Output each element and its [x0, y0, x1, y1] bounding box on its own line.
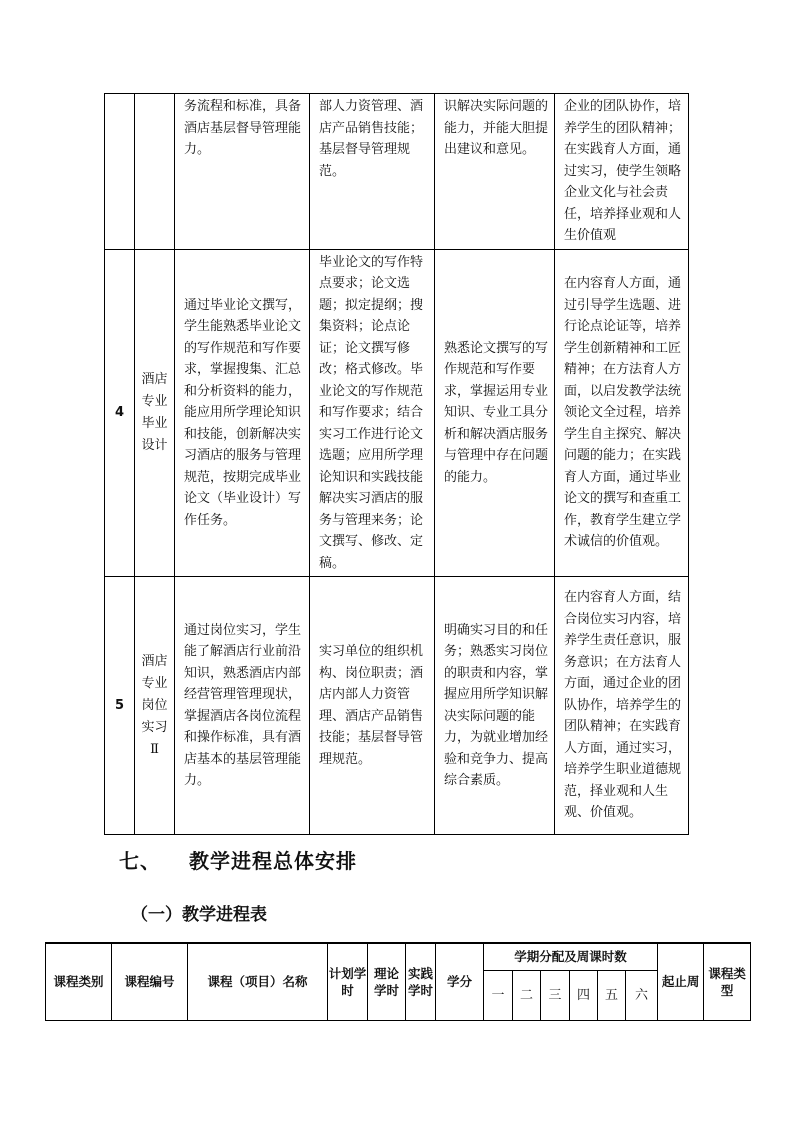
course-requirement: 识解决实际问题的能力，并能大胆提出建议和意见。 — [444, 99, 549, 157]
header-semester-6: 六 — [626, 970, 658, 1020]
table-row — [105, 249, 689, 577]
course-name: 酒店专业岗位实习Ⅱ — [141, 653, 168, 757]
header-course-category: 课程类别 — [46, 943, 112, 1020]
row-number — [105, 94, 135, 250]
header-theory-hours: 理论学时 — [368, 943, 406, 1020]
header-course-type: 课程类型 — [704, 943, 751, 1020]
section-title: 教学进程总体安排 — [189, 849, 357, 873]
table-row — [105, 94, 689, 250]
course-ideology: 在内容育人方面，通过引导学生选题、进行论点论证等，培养学生创新精神和工匠精神；在方法育人方面，以启发教学法统领论文全过程，培养学生自主探究、解决问题的能力；在实践育人方面，通过毕业论文的撰写和查重工作，教育学生建立学术诚信的价值观。 — [564, 276, 682, 549]
table-row — [105, 577, 689, 835]
course-content: 毕业论文的写作特点要求；论文选题；拟定提纲；搜集资料；论点论证；论文撰写修改；格式修改。毕业论文的写作规范和写作要求；结合实习工作进行论文选题；应用所学理论知识和实践技能解决实习酒店的服务与管理来务；论文撰写、修改、定稿。 — [319, 254, 424, 571]
header-semester-4: 四 — [570, 970, 598, 1020]
header-semester-5: 五 — [598, 970, 626, 1020]
course-requirement: 明确实习目的和任务；熟悉实习岗位的职责和内容，掌握应用所学知识解决实际问题的能力，为就业增加经验和竞争力、提高综合素质。 — [444, 622, 549, 788]
course-name: 酒店专业毕业设计 — [141, 371, 168, 453]
course-ideology: 在内容育人方面，结合岗位实习内容，培养学生责任意识，服务意识；在方法育人方面，通过企业的团队协作，培养学生的团队精神；在实践育人方面，通过实习，培养学生职业道德规范，择业观和人生观、价值观。 — [564, 590, 682, 821]
row-number: 4 — [105, 249, 135, 577]
header-planned-hours: 计划学时 — [328, 943, 368, 1020]
course-name — [135, 94, 175, 250]
header-course-name: 课程（项目）名称 — [188, 943, 328, 1020]
course-content: 实习单位的组织机构、岗位职责；酒店内部人力资管理、酒店产品销售技能；基层督导管理规范。 — [319, 644, 424, 767]
header-start-end-week: 起止周 — [658, 943, 704, 1020]
header-semester-group: 学期分配及周课时数 — [484, 943, 658, 970]
teaching-progress-table — [45, 942, 751, 1021]
row-number: 5 — [105, 577, 135, 835]
course-description-table — [104, 93, 689, 835]
section-heading — [119, 845, 357, 874]
course-content: 部人力资管理、酒店产品销售技能；基层督导管理规范。 — [319, 99, 424, 179]
header-semester-2: 二 — [513, 970, 541, 1020]
header-semester-3: 三 — [541, 970, 570, 1020]
subsection-heading: （一）教学进程表 — [131, 905, 267, 925]
header-practice-hours: 实践学时 — [406, 943, 436, 1020]
course-goal: 通过毕业论文撰写，学生能熟悉毕业论文的写作规范和写作要求，掌握搜集、汇总和分析资料的能力，能应用所学理论知识和技能，创新解决实习酒店的服务与管理规范，按期完成毕业论文（毕业设计）写作任务。 — [184, 297, 302, 528]
course-ideology: 企业的团队协作，培养学生的团队精神；在实践育人方面，通过实习，使学生领略企业文化与社会责任，培养择业观和人生价值观 — [564, 99, 682, 243]
course-goal: 务流程和标准，具备酒店基层督导管理能力。 — [184, 99, 302, 157]
table-header-row — [46, 943, 751, 970]
section-number: 七、 — [119, 849, 161, 873]
header-credits: 学分 — [436, 943, 484, 1020]
header-semester-1: 一 — [484, 970, 513, 1020]
header-course-code: 课程编号 — [112, 943, 188, 1020]
course-goal: 通过岗位实习，学生能了解酒店行业前沿知识，熟悉酒店内部经营管理管理现状，掌握酒店各岗位流程和操作标准，具有酒店基本的基层管理能力。 — [184, 622, 302, 788]
course-requirement: 熟悉论文撰写的写作规范和写作要求，掌握运用专业知识、专业工具分析和解决酒店服务与管理中存在问题的能力。 — [444, 340, 549, 485]
